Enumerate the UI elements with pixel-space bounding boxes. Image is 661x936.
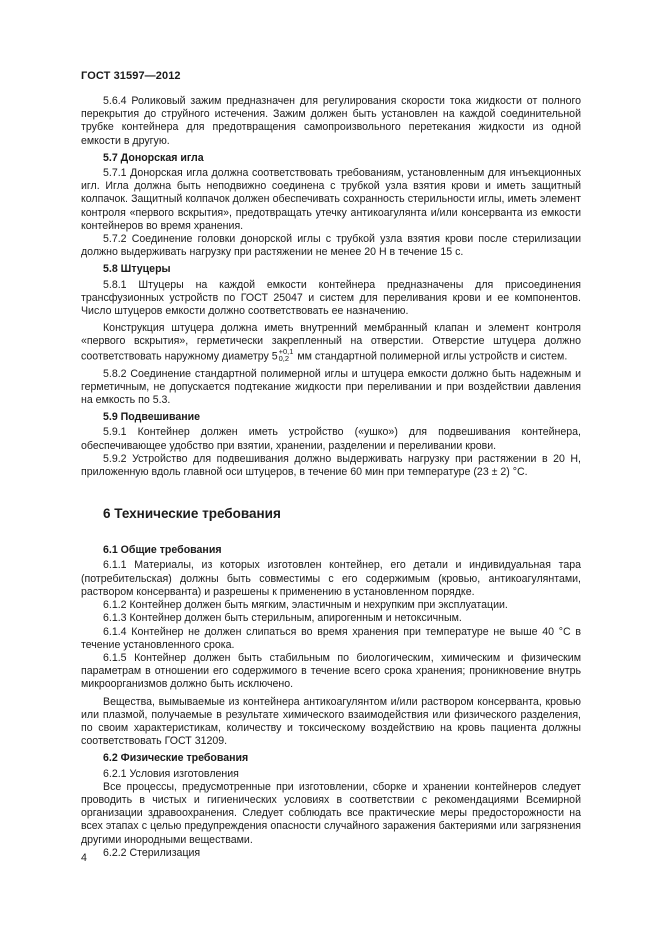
document-body (81, 95, 581, 860)
paragraph-5-6-4: 5.6.4 Роликовый зажим предназначен для регулирования скорости тока жидкости от полного перекрытия до струйного истечения. Зажим должен быть установлен на каждой соединительной трубке контейнера для предотвращения самопроизвольного перетекания жидкости из одной емкости в другую. (81, 95, 581, 147)
heading-section-6: 6 Технические требования (103, 506, 281, 522)
paragraph-5-7-1: 5.7.1 Донорская игла должна соответствовать требованиям, установленным для инъекционных игл. Игла должна быть неподвижно соединена с трубкой узла взятия крови и иметь защитный колпачок. Защитный колпачок должен обеспечивать сохранность стерильности иглы, иметь элемент контроля «первого вскрытия», предотвращать утечку антикоагулянта и/или консерванта из емкости контейнеров во время хранения. (81, 167, 581, 232)
paragraph-6-2-1-conditions: Все процессы, предусмотренные при изготовлении, сборке и хранении контейнеров следует проводить в чистых и гигиенических условиях в соответствии с рекомендациями Всемирной организации здравоохранения. Следует соблюдать все практические меры предосторожности на всех этапах с целью предупреждения опасности случайного заражения бактериями или загрязнения другими инородными веществами. (81, 780, 581, 846)
paragraph-5-9-1: 5.9.1 Контейнер должен иметь устройство («ушко») для подвешивания контейнера, обеспечивающее удобство при взятии, хранении, разделении и переливании крови. (81, 426, 581, 452)
document-header: ГОСТ 31597—2012 (81, 70, 181, 82)
paragraph-6-2-2: 6.2.2 Стерилизация (103, 846, 201, 859)
heading-6-1: 6.1 Общие требования (103, 544, 222, 557)
construction-text-pre: Конструкция штуцера должна иметь внутренний мембранный клапан и элемент контроля «первого вскрытия», герметически закрепленный на отверстии. Отверстие штуцера должно соответствовать наружному диаметру 5 (81, 322, 581, 362)
paragraph-5-7-2: 5.7.2 Соединение головки донорской иглы с трубкой узла взятия крови после стерилизации должно выдерживать нагрузку при растяжении не менее 20 Н в течение 15 с. (81, 233, 581, 259)
paragraph-5-9-2: 5.9.2 Устройство для подвешивания должно выдерживать нагрузку при растяжении в 20 Н, приложенную вдоль главной оси штуцеров, в течение 60 мин при температуре (23 ± 2) °С. (81, 452, 581, 479)
paragraph-6-1-3: 6.1.3 Контейнер должен быть стерильным, апирогенным и нетоксичным. (103, 612, 462, 625)
paragraph-6-1-1: 6.1.1 Материалы, из которых изготовлен контейнер, его детали и индивидуальная тара (потребительская) должны быть совместимы с его содержимым (кровью, антикоагулянтами, раствором консерванта) и разрешены к применению в установленном порядке. (81, 559, 581, 598)
heading-6-2: 6.2 Физические требования (103, 752, 249, 765)
paragraph-6-1-5-substances: Вещества, вымываемые из контейнера антикоагулянтом и/или раствором консерванта, кровью или плазмой, получаемые в результате химического взаимодействия или физического разделения, по своим характеристикам, количеству и токсическому воздействию на кровь пациента должны соответствовать ГОСТ 31209. (81, 695, 581, 748)
paragraph-6-2-1: 6.2.1 Условия изготовления (103, 767, 239, 780)
paragraph-6-1-4: 6.1.4 Контейнер не должен слипаться во время хранения при температуре не выше 40 °С в течение установленного срока. (81, 625, 581, 651)
paragraph-5-8-1: 5.8.1 Штуцеры на каждой емкости контейнера предназначены для присоединения трансфузионных устройств по ГОСТ 25047 и систем для переливания крови и ее компонентов. Число штуцеров емкости должно соответствовать ее назначению. (81, 278, 581, 318)
diameter-tolerance (279, 348, 294, 363)
paragraph-5-8-1-construction (81, 322, 581, 363)
heading-5-9: 5.9 Подвешивание (103, 411, 201, 424)
tolerance-upper: +0,1 (278, 346, 294, 356)
paragraph-5-8-2: 5.8.2 Соединение стандартной полимерной иглы и штуцера емкости должно быть надежным и герметичным, не допускается подтекание жидкости при переливании и при воздействии давления на емкость по 5.3. (81, 367, 581, 407)
construction-text-post: мм стандартной полимерной иглы устройств и систем. (294, 349, 568, 362)
heading-5-8: 5.8 Штуцеры (103, 263, 171, 276)
page-number: 4 (81, 852, 87, 864)
paragraph-6-1-2: 6.1.2 Контейнер должен быть мягким, эластичным и нехрупким при эксплуатации. (103, 599, 508, 612)
tolerance-lower: 0,2 (278, 354, 290, 364)
paragraph-6-1-5: 6.1.5 Контейнер должен быть стабильным по биологическим, химическим и физическим параметрам в отношении его содержимого в течение всего срока хранения; проникновение внутрь микроорганизмов должно быть исключено. (81, 651, 581, 691)
heading-5-7: 5.7 Донорская игла (103, 151, 204, 164)
